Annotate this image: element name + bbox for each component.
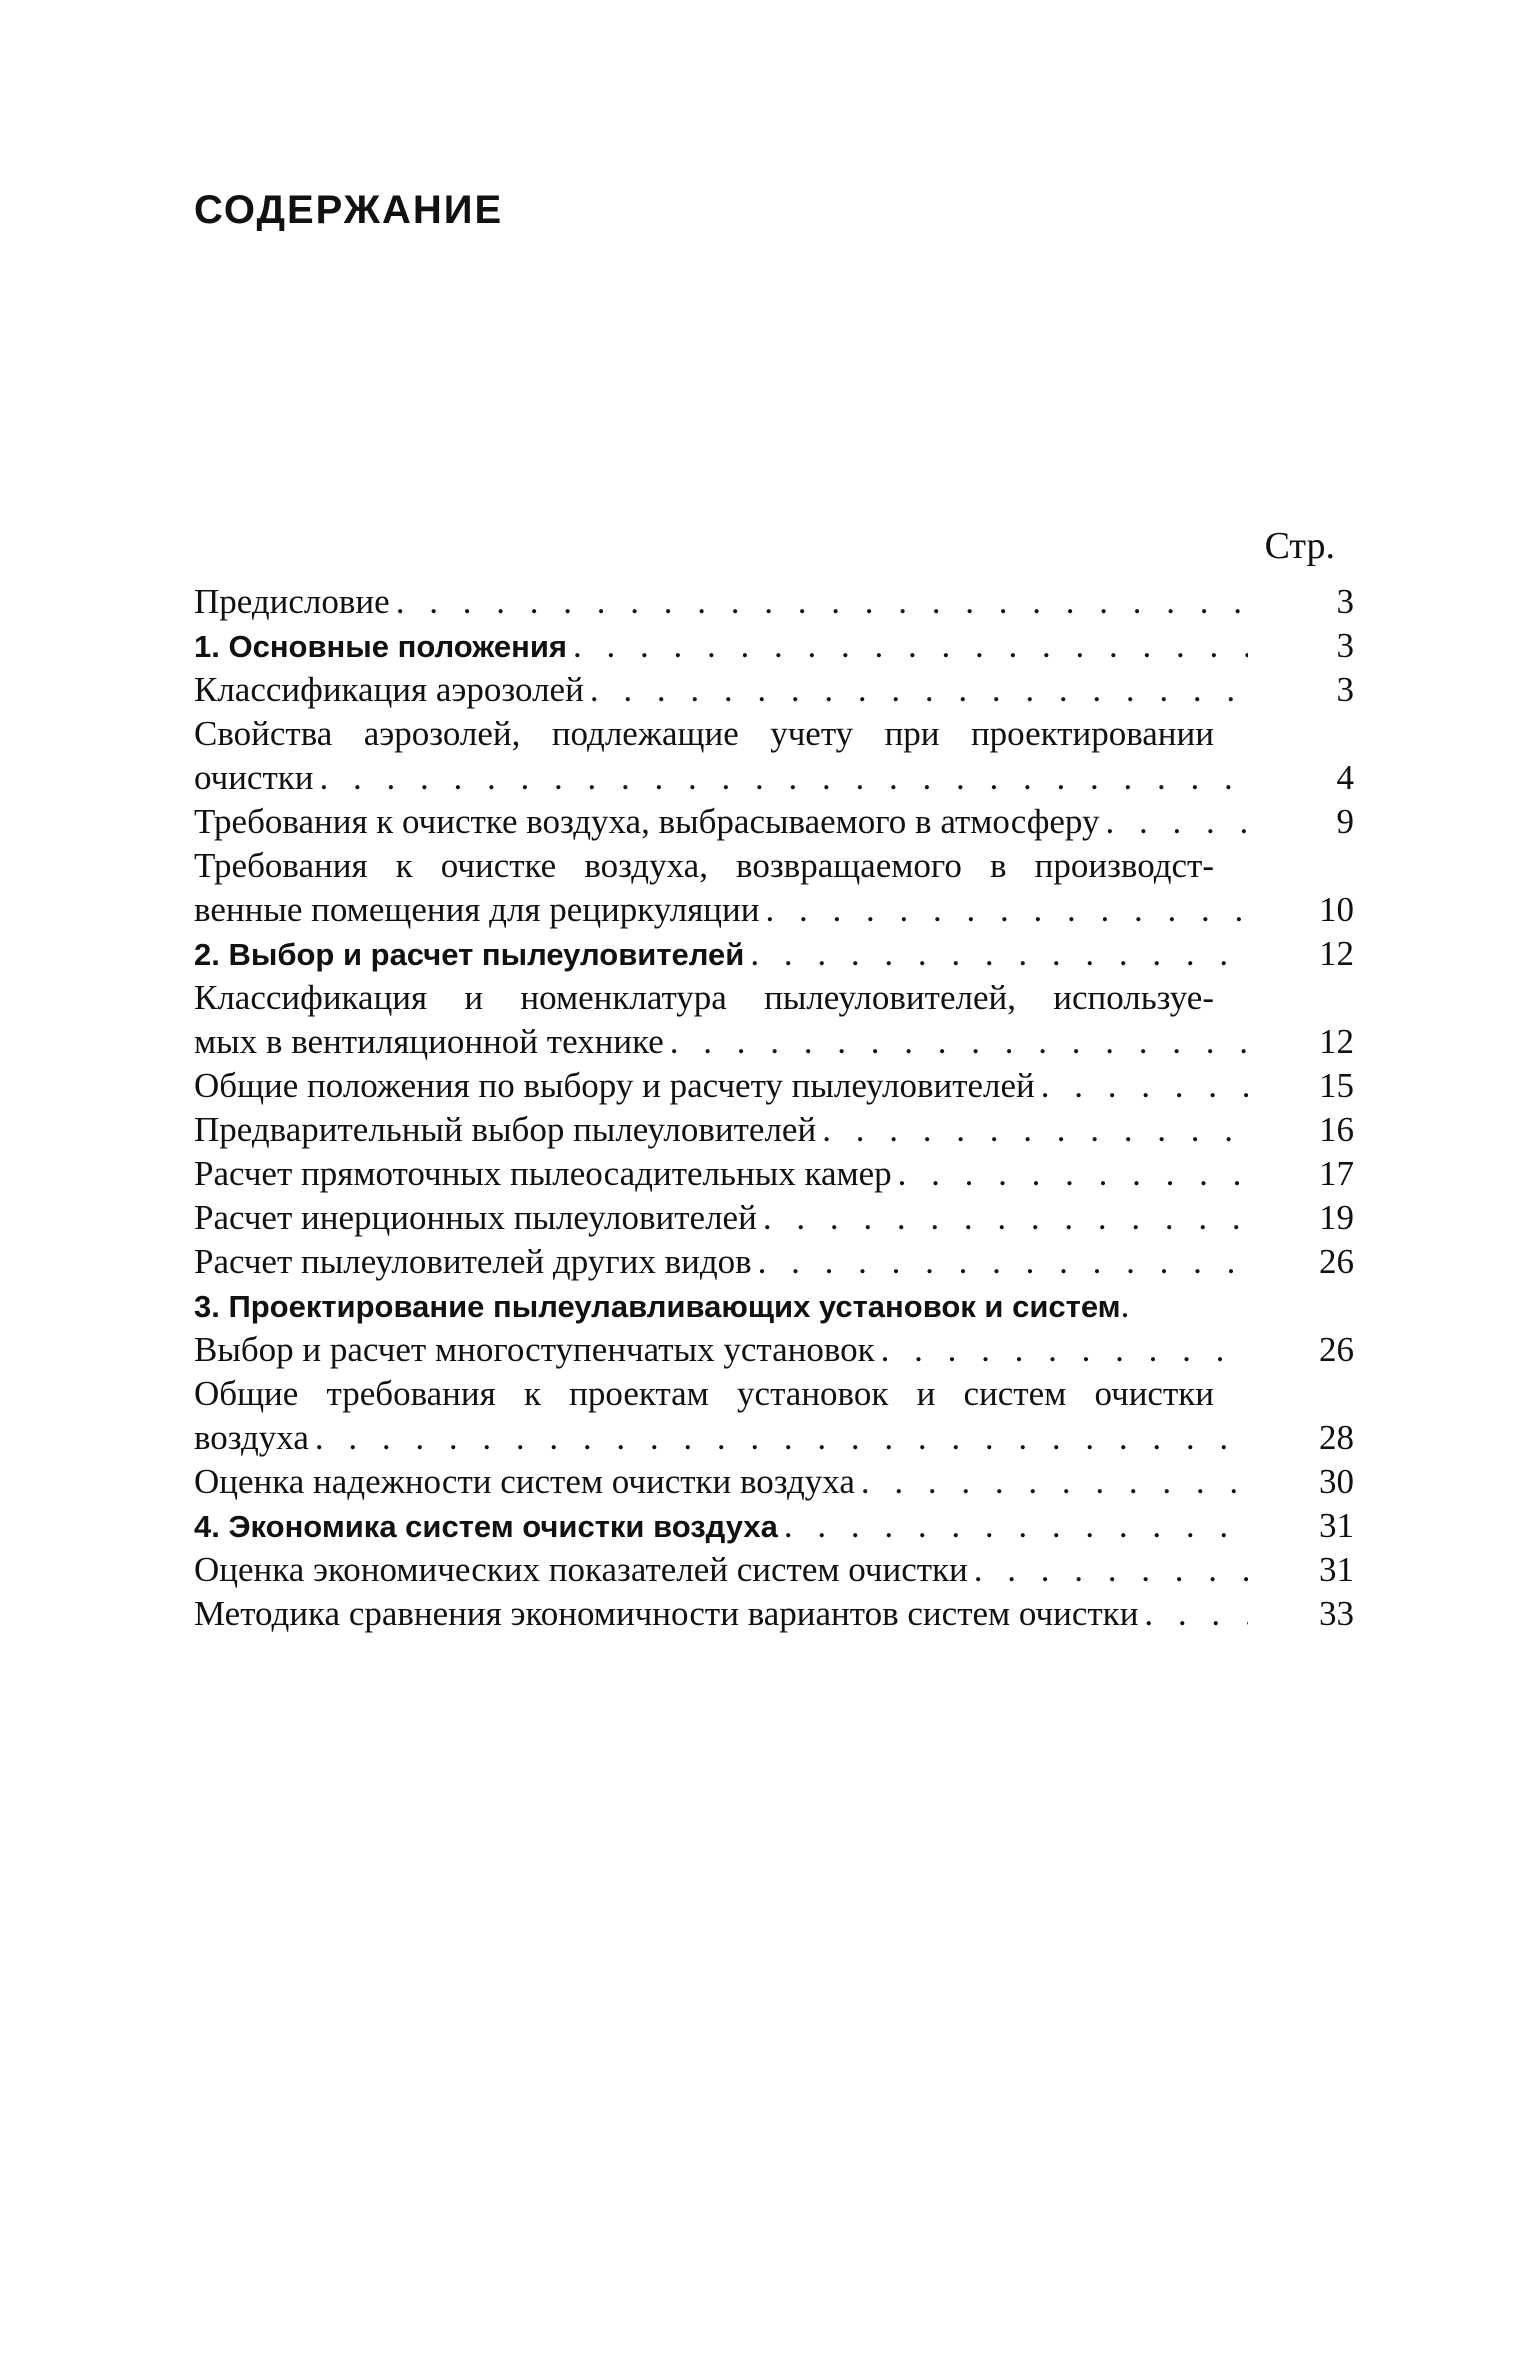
toc-entry-title: Расчет инерционных пылеуловителей bbox=[194, 1198, 757, 1237]
toc-entry bbox=[194, 844, 1354, 888]
toc-entry-title: 2. Выбор и расчет пылеуловителей bbox=[194, 937, 745, 972]
toc-entry-title: Оценка надежности систем очистки воздуха bbox=[194, 1462, 855, 1501]
toc-page-number: 17 bbox=[1319, 1154, 1354, 1193]
page-column-header: Стр. bbox=[1264, 525, 1335, 567]
toc-leader-dots bbox=[898, 1152, 1248, 1196]
toc-entry-title: Предисловие bbox=[194, 582, 390, 621]
toc-entry bbox=[194, 800, 1354, 844]
toc-leader-dots bbox=[861, 1460, 1248, 1504]
toc-entry-title: Методика сравнения экономичности вариантов систем очистки bbox=[194, 1594, 1139, 1633]
toc-entry-title: Расчет пылеуловителей других видов bbox=[194, 1242, 752, 1281]
toc-entry-title: 4. Экономика систем очистки воздуха bbox=[194, 1509, 778, 1544]
toc-leader-dots: . bbox=[1120, 1286, 1130, 1325]
toc-entry bbox=[194, 1372, 1354, 1416]
toc-leader-dots bbox=[974, 1548, 1248, 1592]
toc-page-number: 28 bbox=[1319, 1418, 1354, 1457]
toc-leader-dots bbox=[1041, 1064, 1248, 1108]
toc-leader-dots bbox=[1144, 1592, 1248, 1636]
toc-leader-dots bbox=[763, 1196, 1248, 1240]
toc-entry-title: Предварительный выбор пылеуловителей bbox=[194, 1110, 817, 1149]
toc-page-number: 31 bbox=[1319, 1506, 1354, 1545]
toc-entry-title: Выбор и расчет многоступенчатых установок bbox=[194, 1330, 875, 1369]
toc-leader-dots bbox=[573, 624, 1248, 668]
toc-page-number: 10 bbox=[1319, 890, 1354, 929]
toc-entry bbox=[194, 976, 1354, 1020]
toc-entry-title: 3. Проектирование пылеулавливающих установок и систем bbox=[194, 1289, 1121, 1324]
toc-entry-title: Расчет прямоточных пылеосадительных камер bbox=[194, 1154, 892, 1193]
toc-section bbox=[194, 932, 1354, 976]
toc-entry bbox=[194, 1460, 1354, 1504]
toc-page-number: 3 bbox=[1336, 582, 1354, 621]
toc-page-number: 12 bbox=[1319, 934, 1354, 973]
toc-leader-dots bbox=[315, 1416, 1248, 1460]
toc-page-number: 3 bbox=[1336, 626, 1354, 665]
toc-entry-title: 1. Основные положения bbox=[194, 629, 567, 664]
toc-entry bbox=[194, 756, 1354, 800]
toc-leader-dots bbox=[670, 1020, 1248, 1064]
toc-page-number: 33 bbox=[1319, 1594, 1354, 1633]
toc-entry-title: Требования к очистке воздуха, возвращаемого в производст- bbox=[194, 846, 1214, 885]
toc-entry bbox=[194, 1240, 1354, 1284]
toc-entry-title: Свойства аэрозолей, подлежащие учету при проектировании bbox=[194, 714, 1214, 753]
toc-leader-dots bbox=[750, 932, 1248, 976]
toc-page-number: 30 bbox=[1319, 1462, 1354, 1501]
toc-entry bbox=[194, 888, 1354, 932]
toc-leader-dots bbox=[590, 668, 1248, 712]
table-of-contents bbox=[194, 580, 1354, 1636]
toc-leader-dots bbox=[396, 580, 1248, 624]
toc-entry-title: венные помещения для рециркуляции bbox=[194, 890, 760, 929]
toc-section bbox=[194, 624, 1354, 668]
toc-entry-title: Классификация аэрозолей bbox=[194, 670, 584, 709]
toc-entry bbox=[194, 1592, 1354, 1636]
toc-page-number: 9 bbox=[1336, 802, 1354, 841]
toc-page-number: 19 bbox=[1319, 1198, 1354, 1237]
toc-entry bbox=[194, 580, 1354, 624]
toc-entry-title: воздуха bbox=[194, 1418, 309, 1457]
toc-leader-dots bbox=[320, 756, 1249, 800]
toc-entry-title: Общие положения по выбору и расчету пылеуловителей bbox=[194, 1066, 1035, 1105]
toc-page-number: 16 bbox=[1319, 1110, 1354, 1149]
toc-entry bbox=[194, 1064, 1354, 1108]
toc-entry-title: Требования к очистке воздуха, выбрасываемого в атмосферу bbox=[194, 802, 1100, 841]
toc-page-number: 15 bbox=[1319, 1066, 1354, 1105]
toc-page-number: 26 bbox=[1319, 1330, 1354, 1369]
toc-leader-dots bbox=[766, 888, 1248, 932]
toc-page-number: 12 bbox=[1319, 1022, 1354, 1061]
toc-entry-title: мых в вентиляционной технике bbox=[194, 1022, 664, 1061]
toc-entry-title: Оценка экономических показателей систем очистки bbox=[194, 1550, 968, 1589]
toc-entry bbox=[194, 712, 1354, 756]
toc-entry bbox=[194, 1196, 1354, 1240]
toc-entry bbox=[194, 1328, 1354, 1372]
toc-leader-dots bbox=[822, 1108, 1248, 1152]
toc-entry bbox=[194, 1152, 1354, 1196]
toc-entry bbox=[194, 1020, 1354, 1064]
page-title: СОДЕРЖАНИЕ bbox=[194, 188, 504, 232]
toc-entry-title: Классификация и номенклатура пылеуловителей, используе- bbox=[194, 978, 1214, 1017]
toc-entry bbox=[194, 1416, 1354, 1460]
toc-entry bbox=[194, 1108, 1354, 1152]
toc-leader-dots bbox=[758, 1240, 1248, 1284]
toc-section bbox=[194, 1284, 1354, 1328]
toc-page-number: 26 bbox=[1319, 1242, 1354, 1281]
toc-entry-title: Общие требования к проектам установок и систем очистки bbox=[194, 1374, 1214, 1413]
toc-page-number: 3 bbox=[1336, 670, 1354, 709]
toc-leader-dots bbox=[1105, 800, 1248, 844]
toc-page-number: 4 bbox=[1336, 758, 1354, 797]
toc-entry-title: очистки bbox=[194, 758, 314, 797]
toc-entry bbox=[194, 668, 1354, 712]
toc-leader-dots bbox=[881, 1328, 1248, 1372]
toc-page-number: 31 bbox=[1319, 1550, 1354, 1589]
toc-section bbox=[194, 1504, 1354, 1548]
toc-entry bbox=[194, 1548, 1354, 1592]
toc-leader-dots bbox=[784, 1504, 1248, 1548]
